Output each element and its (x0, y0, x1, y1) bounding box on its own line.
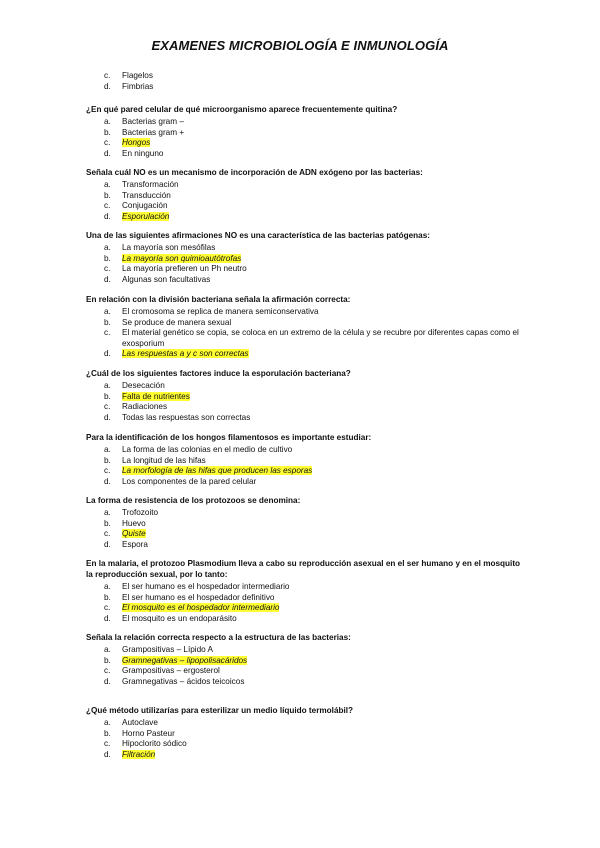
question-1 (86, 104, 526, 159)
option-text: Transducción (122, 190, 171, 200)
option-d-highlighted (86, 349, 526, 360)
option-letter: d. (104, 476, 111, 486)
option-text: El ser humano es el hospedador intermediario (122, 582, 290, 591)
option-a (86, 307, 526, 318)
question-5 (86, 368, 526, 423)
option-text: El material genético se copia, se coloca en un extremo de la célula y se recubre por diferentes capas como el exosporium (122, 328, 519, 348)
option-d (86, 477, 526, 488)
continued-question (86, 71, 526, 92)
option-d (86, 149, 526, 160)
option-text: El ser humano es el hospedador definitivo (122, 592, 275, 602)
option-letter: a. (104, 117, 111, 126)
option-text: Las respuestas a y c son correctas (122, 349, 249, 358)
option-letter: c. (104, 603, 111, 612)
option-text: Autoclave (122, 718, 158, 727)
option-b-highlighted (86, 392, 526, 403)
option-b (86, 318, 526, 329)
option-c-highlighted (86, 466, 526, 477)
question-stem: En relación con la división bacteriana señala la afirmación correcta: (86, 295, 351, 304)
option-letter: a. (104, 645, 111, 654)
option-letter: c. (104, 201, 111, 210)
option-letter: d. (104, 81, 111, 91)
option-letter: c. (104, 328, 111, 337)
question-stem: Una de las siguientes afirmaciones NO es una característica de las bacterias patógenas: (86, 231, 431, 240)
option-text: Flagelos (122, 71, 153, 80)
question-stem: ¿Cuál de los siguientes factores induce la esporulación bacteriana? (86, 369, 351, 378)
option-c (86, 264, 526, 275)
option-text: Gramnegativas – lipopolisacáridos (122, 655, 248, 665)
option-a (86, 117, 526, 128)
option-b (86, 593, 526, 604)
option-letter: b. (104, 592, 111, 602)
option-text: Hongos (122, 138, 151, 147)
option-a (86, 645, 526, 656)
option-letter: a. (104, 718, 111, 727)
option-letter: b. (104, 655, 111, 665)
option-text: Falta de nutrientes (122, 391, 190, 401)
option-b-highlighted (86, 656, 526, 667)
option-letter: c. (104, 264, 111, 273)
option-text: La longitud de las hifas (122, 455, 206, 465)
option-text: Espora (122, 539, 148, 549)
question-2 (86, 167, 526, 222)
option-text: Huevo (122, 518, 146, 528)
option-text: Se produce de manera sexual (122, 317, 232, 327)
option-letter: b. (104, 127, 111, 137)
option-c (86, 201, 526, 212)
option-b (86, 729, 526, 740)
option-letter: c. (104, 71, 111, 80)
option-letter: d. (104, 676, 111, 686)
option-text: La morfología de las hifas que producen las esporas (122, 466, 313, 475)
question-3 (86, 230, 526, 285)
option-c-highlighted (86, 603, 526, 614)
option-text: En ninguno (122, 148, 164, 158)
option-letter: c. (104, 402, 111, 411)
option-text: Grampositivas – ergosterol (122, 666, 220, 675)
option-letter: b. (104, 253, 111, 263)
option-text: La forma de las colonias en el medio de cultivo (122, 445, 293, 454)
question-stem: Señala la relación correcta respecto a la estructura de las bacterias: (86, 633, 351, 642)
option-text: La mayoría prefieren un Ph neutro (122, 264, 247, 273)
option-letter: a. (104, 445, 111, 454)
option-a (86, 445, 526, 456)
option-text: La mayoría son quimioautótrofas (122, 253, 242, 263)
option-text: Radiaciones (122, 402, 168, 411)
option-letter: a. (104, 307, 111, 316)
page-title: EXAMENES MICROBIOLOGÍA E INMUNOLOGÍA (151, 38, 449, 53)
option-letter: a. (104, 180, 111, 189)
option-text: Transformación (122, 180, 179, 189)
option-letter: b. (104, 391, 111, 401)
option-letter: b. (104, 728, 111, 738)
option-letter: d. (104, 412, 111, 422)
option-c (86, 666, 526, 677)
option-text: Bacterias gram – (122, 117, 184, 126)
option-text: Grampositivas – Lípido A (122, 645, 214, 654)
option-letter: a. (104, 381, 111, 390)
option-text: Algunas son facultativas (122, 274, 211, 284)
option-d (86, 82, 526, 93)
option-d (86, 614, 526, 625)
option-text: Esporulación (122, 211, 170, 221)
option-b (86, 191, 526, 202)
option-d (86, 275, 526, 286)
question-stem: En la malaria, el protozoo Plasmodium lleva a cabo su reproducción asexual en el ser humano y en el mosquito la reproducción sexual, por lo tanto: (86, 559, 521, 579)
option-d-highlighted (86, 212, 526, 223)
option-b-highlighted (86, 254, 526, 265)
option-letter: d. (104, 539, 111, 549)
option-letter: d. (104, 274, 111, 284)
option-text: La mayoría son mesófilas (122, 243, 216, 252)
option-text: Bacterias gram + (122, 127, 185, 137)
option-a (86, 243, 526, 254)
option-b (86, 456, 526, 467)
option-letter: b. (104, 317, 111, 327)
option-text: Fimbrias (122, 81, 154, 91)
option-letter: c. (104, 138, 111, 147)
option-a (86, 718, 526, 729)
option-text: El mosquito es el hospedador intermediario (122, 603, 280, 612)
option-letter: a. (104, 508, 111, 517)
question-7 (86, 495, 526, 550)
option-text: Horno Pasteur (122, 728, 175, 738)
option-text: Quiste (122, 529, 146, 538)
option-c (86, 71, 526, 82)
option-text: El cromosoma se replica de manera semiconservativa (122, 307, 319, 316)
option-letter: d. (104, 211, 111, 221)
option-text: Gramnegativas – ácidos teicoicos (122, 676, 245, 686)
option-c-highlighted (86, 138, 526, 149)
option-text: Conjugación (122, 201, 168, 210)
option-text: Trofozoito (122, 508, 159, 517)
option-letter: c. (104, 529, 111, 538)
question-8 (86, 558, 526, 624)
option-letter: b. (104, 455, 111, 465)
option-text: El mosquito es un endoparásito (122, 613, 237, 623)
option-d (86, 413, 526, 424)
option-letter: c. (104, 466, 111, 475)
question-10 (86, 705, 526, 760)
option-letter: b. (104, 190, 111, 200)
option-b (86, 128, 526, 139)
question-stem: Para la identificación de los hongos filamentosos es importante estudiar: (86, 433, 372, 442)
question-6 (86, 432, 526, 487)
question-stem: Señala cuál NO es un mecanismo de incorporación de ADN exógeno por las bacterias: (86, 168, 423, 177)
question-9 (86, 632, 526, 687)
option-letter: c. (104, 666, 111, 675)
option-text: Todas las respuestas son correctas (122, 412, 251, 422)
option-d (86, 677, 526, 688)
option-text: Filtración (122, 749, 156, 759)
question-stem: ¿Qué método utilizarías para esterilizar un medio líquido termolábil? (86, 706, 354, 715)
option-text: Desecación (122, 381, 165, 390)
option-letter: c. (104, 739, 111, 748)
option-d-highlighted (86, 750, 526, 761)
option-letter: d. (104, 148, 111, 158)
option-c (86, 328, 526, 349)
question-4 (86, 294, 526, 360)
option-letter: d. (104, 749, 111, 759)
question-stem: La forma de resistencia de los protozoos se denomina: (86, 496, 301, 505)
option-letter: d. (104, 349, 111, 358)
option-text: Hipoclorito sódico (122, 739, 187, 748)
option-a (86, 180, 526, 191)
option-b (86, 519, 526, 530)
option-c (86, 402, 526, 413)
option-c (86, 739, 526, 750)
option-text: Los componentes de la pared celular (122, 476, 257, 486)
option-letter: a. (104, 243, 111, 252)
option-c-highlighted (86, 529, 526, 540)
option-letter: a. (104, 582, 111, 591)
option-letter: b. (104, 518, 111, 528)
option-letter: d. (104, 613, 111, 623)
question-stem: ¿En qué pared celular de qué microorganismo aparece frecuentemente quitina? (86, 105, 398, 114)
option-a (86, 381, 526, 392)
option-a (86, 508, 526, 519)
option-a (86, 582, 526, 593)
option-d (86, 540, 526, 551)
